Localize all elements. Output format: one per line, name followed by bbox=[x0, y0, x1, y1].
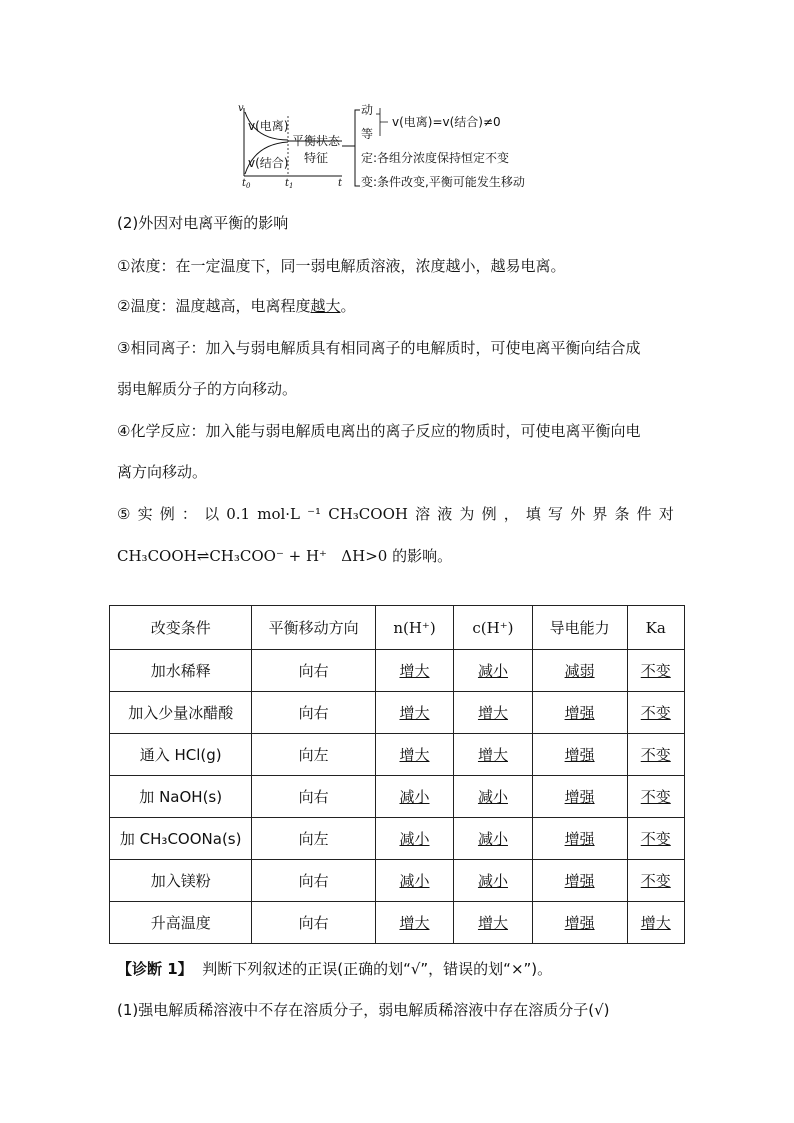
item-common-ion-line2: 弱电解质分子的方向移动。 bbox=[117, 380, 298, 398]
brace-item-ding: 定:各组分浓度保持恒定不变 bbox=[361, 151, 510, 165]
table-row bbox=[110, 776, 685, 818]
brace-item-dong: 动 bbox=[361, 103, 374, 117]
equilibrium-label: 平衡状态 bbox=[292, 134, 341, 148]
combine-label: v(结合) bbox=[248, 156, 289, 170]
table-cell: 减小 bbox=[454, 860, 532, 902]
header-cell: 导电能力 bbox=[532, 606, 627, 650]
item-reaction-line2: 离方向移动。 bbox=[117, 463, 208, 481]
conditions-table bbox=[109, 605, 685, 944]
equality-text: v(电离)=v(结合)≠0 bbox=[392, 115, 501, 129]
brace-item-bian: 变:条件改变,平衡可能发生移动 bbox=[361, 175, 525, 189]
table-cell: 向右 bbox=[252, 860, 375, 902]
example-line2: CH₃COOH⇌CH₃COO⁻ + H⁺ ΔH>0 的影响。 bbox=[117, 547, 453, 565]
temperature-answer: 越大 bbox=[310, 297, 341, 315]
table-cell: 减小 bbox=[375, 776, 453, 818]
table-row bbox=[110, 692, 685, 734]
table-cell: 增大 bbox=[627, 902, 685, 944]
t0-label: $t_0$ bbox=[242, 178, 251, 190]
table-cell: 增强 bbox=[532, 860, 627, 902]
header-cell: 平衡移动方向 bbox=[252, 606, 375, 650]
table-cell: 加 CH₃COONa(s) bbox=[110, 818, 252, 860]
axis-t-label: t bbox=[338, 178, 343, 189]
table-cell: 增强 bbox=[532, 734, 627, 776]
table-header-row bbox=[110, 606, 685, 650]
table-cell: 增强 bbox=[532, 818, 627, 860]
table-cell: 减小 bbox=[454, 818, 532, 860]
table-cell: 减弱 bbox=[532, 650, 627, 692]
table-cell: 增强 bbox=[532, 776, 627, 818]
table-cell: 加入少量冰醋酸 bbox=[110, 692, 252, 734]
t1-label: $t_1$ bbox=[285, 178, 294, 190]
table-cell: 减小 bbox=[375, 818, 453, 860]
diagnosis-tag: 【诊断 1】 bbox=[117, 960, 193, 978]
header-cell: c(H⁺) bbox=[454, 606, 532, 650]
table-cell: 增大 bbox=[454, 734, 532, 776]
table-row bbox=[110, 860, 685, 902]
table-cell: 向左 bbox=[252, 818, 375, 860]
diagnosis-line bbox=[117, 958, 552, 979]
header-cell: 改变条件 bbox=[110, 606, 252, 650]
table-cell: 增大 bbox=[454, 692, 532, 734]
section-title: (2)外因对电离平衡的影响 bbox=[117, 214, 289, 232]
brace bbox=[355, 110, 360, 186]
table-cell: 不变 bbox=[627, 818, 685, 860]
table-cell: 不变 bbox=[627, 650, 685, 692]
item-concentration: ①浓度：在一定温度下，同一弱电解质溶液，浓度越小，越易电离。 bbox=[117, 257, 566, 275]
table-cell: 加水稀释 bbox=[110, 650, 252, 692]
table-row bbox=[110, 902, 685, 944]
small-brace bbox=[380, 108, 388, 136]
table-cell: 增大 bbox=[375, 902, 453, 944]
table-cell: 不变 bbox=[627, 860, 685, 902]
table-cell: 加入镁粉 bbox=[110, 860, 252, 902]
feature-label: 特征 bbox=[304, 151, 329, 165]
diagnosis-text: 判断下列叙述的正误(正确的划“√”，错误的划“×”)。 bbox=[202, 960, 553, 978]
table-row bbox=[110, 818, 685, 860]
table-cell: 升高温度 bbox=[110, 902, 252, 944]
table-cell: 向右 bbox=[252, 650, 375, 692]
table-row bbox=[110, 734, 685, 776]
axis-v-label: v bbox=[238, 103, 244, 114]
example-line1: ⑤ 实 例 ： 以 0.1 mol·L ⁻¹ CH₃COOH 溶 液 为 例 ， 填 写 外 界 条 件 对 bbox=[117, 505, 674, 523]
table-cell: 向右 bbox=[252, 692, 375, 734]
item-reaction-line1: ④化学反应：加入能与弱电解质电离出的离子反应的物质时，可使电离平衡向电 bbox=[117, 422, 641, 440]
table-cell: 增大 bbox=[375, 650, 453, 692]
table-cell: 减小 bbox=[454, 776, 532, 818]
table-cell: 减小 bbox=[454, 650, 532, 692]
equilibrium-diagram bbox=[230, 100, 570, 195]
brace-item-deng: 等 bbox=[361, 127, 374, 141]
table-cell: 增大 bbox=[375, 734, 453, 776]
table-cell: 加 NaOH(s) bbox=[110, 776, 252, 818]
table-cell: 增大 bbox=[454, 902, 532, 944]
table-cell: 不变 bbox=[627, 734, 685, 776]
header-cell: n(H⁺) bbox=[375, 606, 453, 650]
table-cell: 不变 bbox=[627, 692, 685, 734]
header-cell: Ka bbox=[627, 606, 685, 650]
table-cell: 通入 HCl(g) bbox=[110, 734, 252, 776]
table-cell: 向左 bbox=[252, 734, 375, 776]
table-cell: 减小 bbox=[375, 860, 453, 902]
ionize-label: v(电离) bbox=[248, 119, 289, 133]
table-cell: 向右 bbox=[252, 902, 375, 944]
table-cell: 增大 bbox=[375, 692, 453, 734]
table-cell: 不变 bbox=[627, 776, 685, 818]
table-cell: 向右 bbox=[252, 776, 375, 818]
item-common-ion-line1: ③相同离子：加入与弱电解质具有相同离子的电解质时，可使电离平衡向结合成 bbox=[117, 339, 641, 357]
diagnosis-q1: (1)强电解质稀溶液中不存在溶质分子，弱电解质稀溶液中存在溶质分子(√) bbox=[117, 1001, 610, 1019]
table-cell: 增强 bbox=[532, 902, 627, 944]
table-row bbox=[110, 650, 685, 692]
table-cell: 增强 bbox=[532, 692, 627, 734]
item-temperature: ②温度：温度越高，电离程度越大。 bbox=[117, 297, 356, 315]
